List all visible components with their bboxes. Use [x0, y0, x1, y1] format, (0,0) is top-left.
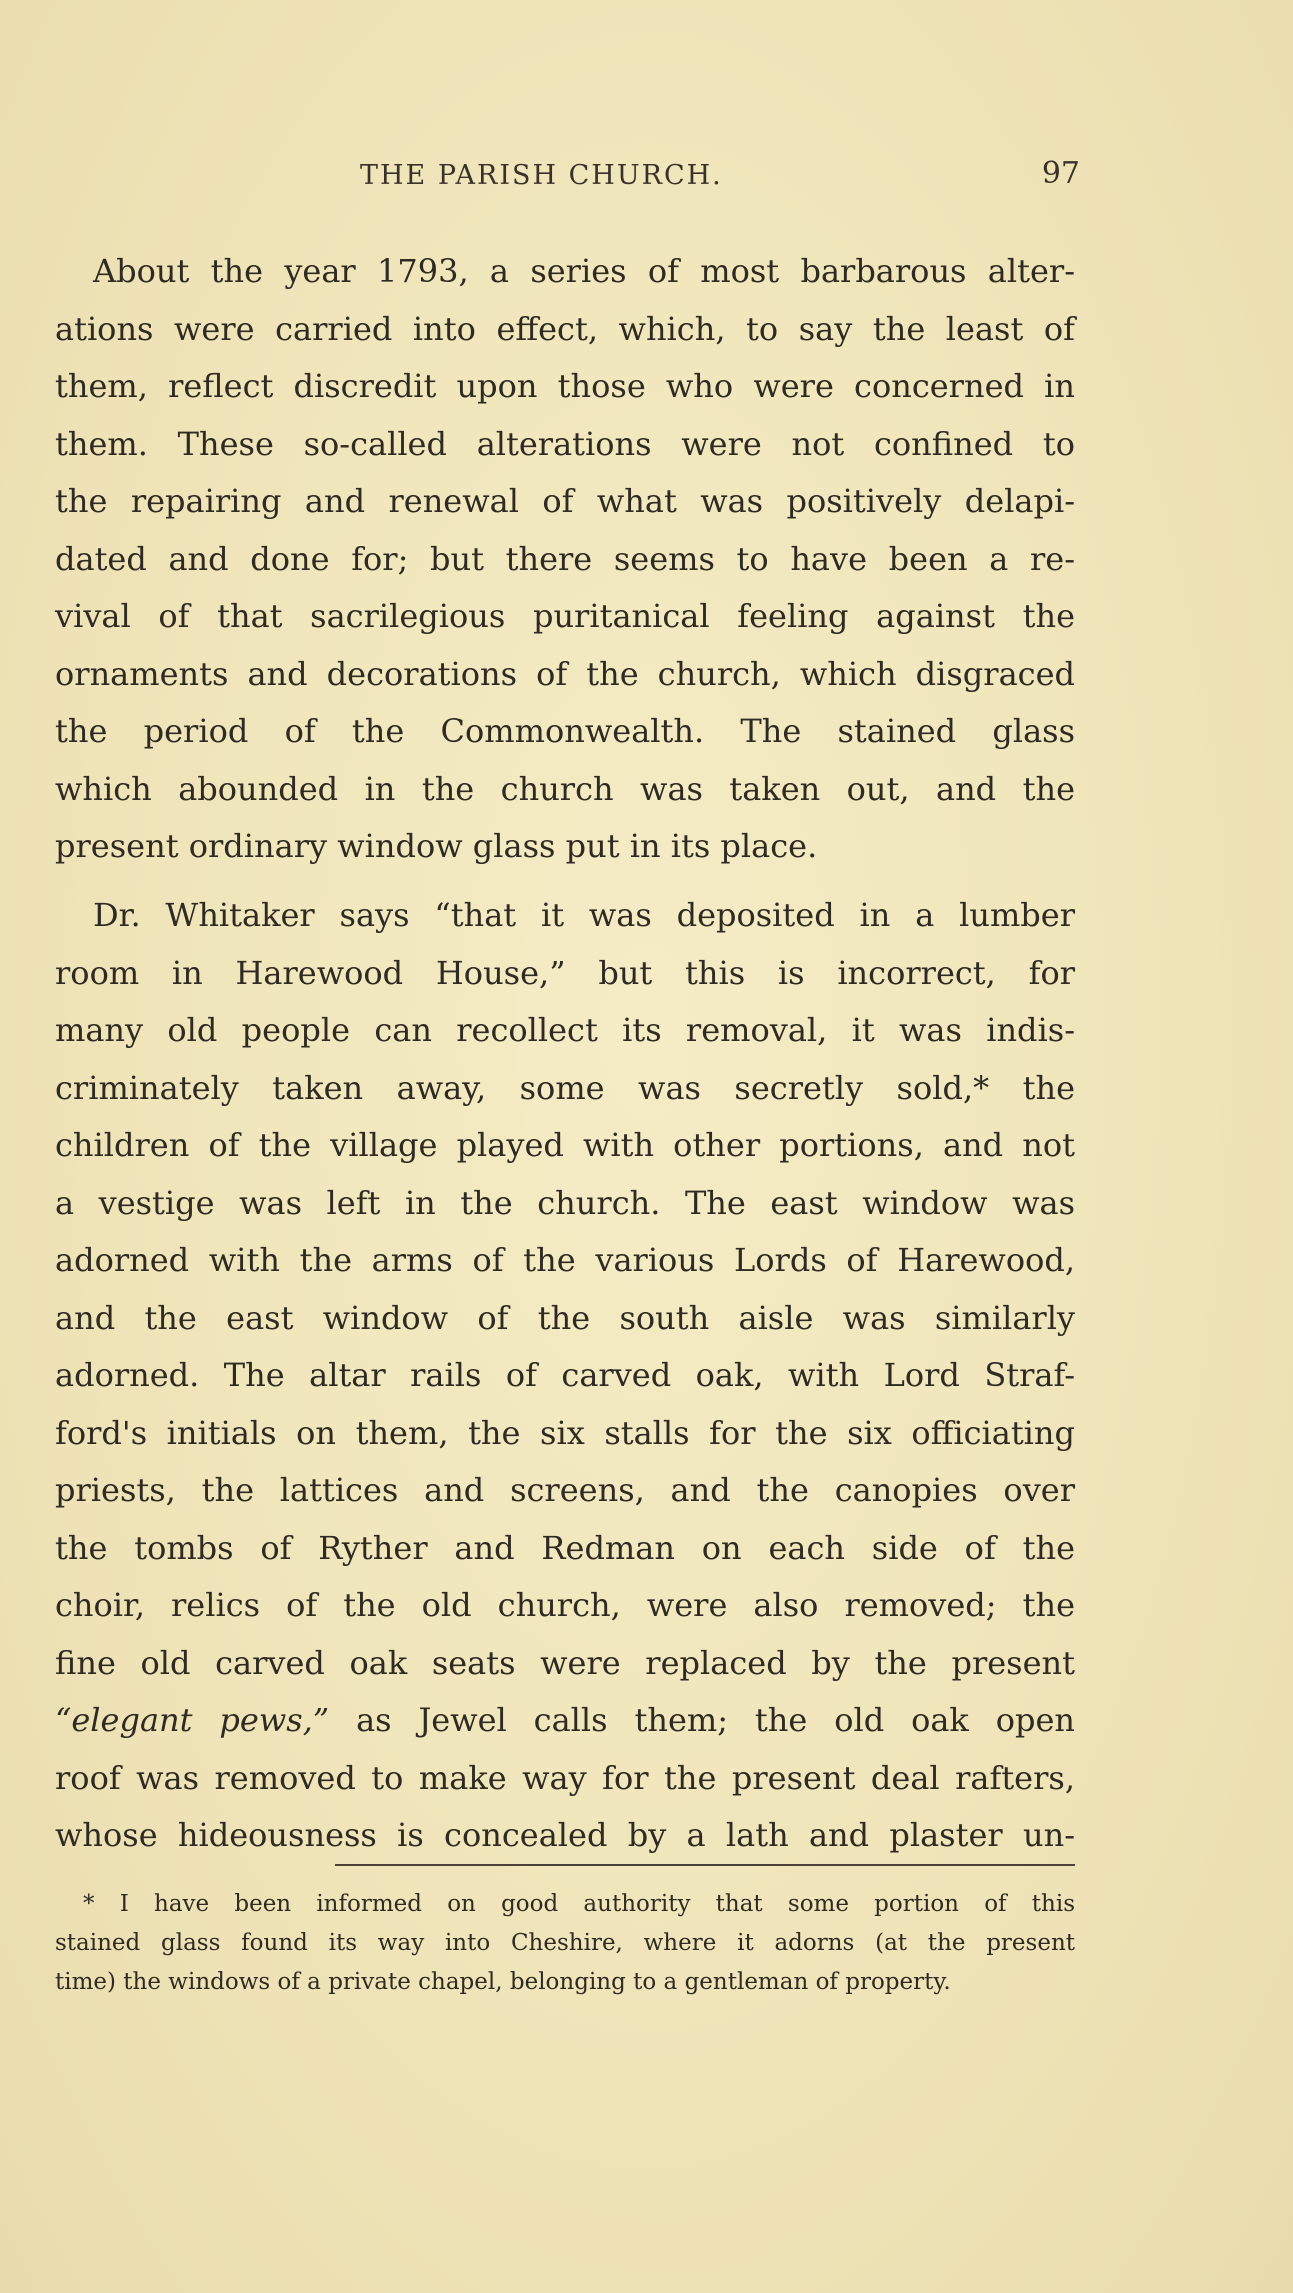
text-line: ations were carried into effect, which, to say the least of	[55, 309, 1075, 348]
text-line-rest: as Jewel calls them; the old oak open	[329, 1701, 1076, 1739]
text-line: them, reflect discredit upon those who were concerned in	[55, 367, 1075, 405]
text-line: roof was removed to make way for the present deal rafters,	[55, 1758, 1075, 1797]
page-number: 97	[1041, 156, 1080, 191]
text-line: priests, the lattices and screens, and the canopies over	[55, 1471, 1075, 1509]
text-line: criminately taken away, some was secretly sold,* the	[55, 1068, 1075, 1107]
text-line-italic	[55, 1692, 1075, 1750]
footnote-line: time) the windows of a private chapel, belonging to a gentleman of property.	[55, 1969, 951, 1995]
text-line: children of the village played with other portions, and not	[55, 1126, 1075, 1164]
text-line: the repairing and renewal of what was positively delapi-	[55, 482, 1075, 520]
text-line: many old people can recollect its removal, it was indis-	[55, 1011, 1075, 1049]
text-line: whose hideousness is concealed by a lath and plaster un-	[55, 1816, 1075, 1854]
text-line: present ordinary window glass put in its place.	[55, 827, 818, 865]
text-line: dated and done for; but there seems to have been a re-	[55, 539, 1075, 578]
italic-quote: “elegant pews,”	[55, 1701, 330, 1739]
text-line: the period of the Commonwealth. The stained glass	[55, 712, 1075, 750]
text-line: the tombs of Ryther and Redman on each side of the	[55, 1528, 1075, 1567]
text-line: ford's initials on them, the six stalls for the six officiating	[55, 1413, 1075, 1452]
text-line: them. These so-called alterations were not confined to	[55, 424, 1075, 463]
text-line: and the east window of the south aisle was similarly	[55, 1298, 1075, 1337]
page-header	[360, 156, 1080, 200]
text-line: adorned. The altar rails of carved oak, with Lord Straf-	[55, 1356, 1075, 1394]
text-line: room in Harewood House,” but this is incorrect, for	[55, 953, 1075, 992]
text-line: adorned with the arms of the various Lords of Harewood,	[55, 1241, 1075, 1279]
text-line: Dr. Whitaker says “that it was deposited in a lumber	[93, 896, 1075, 934]
text-line: which abounded in the church was taken out, and the	[55, 769, 1075, 808]
footnote	[55, 1885, 1075, 2002]
text-line: fine old carved oak seats were replaced by the present	[55, 1643, 1075, 1682]
text-line: ornaments and decorations of the church, which disgraced	[55, 654, 1075, 693]
footnote-divider	[335, 1864, 1075, 1866]
text-line: choir, relics of the old church, were also removed; the	[55, 1586, 1075, 1624]
paragraph-1	[55, 243, 1075, 876]
text-line: About the year 1793, a series of most barbarous alter-	[93, 252, 1075, 290]
text-line: vival of that sacrilegious puritanical feeling against the	[55, 597, 1075, 635]
text-line: a vestige was left in the church. The east window was	[55, 1183, 1075, 1222]
footnote-line: stained glass found its way into Cheshire, where it adorns (at the present	[55, 1930, 1075, 1956]
paragraph-2	[55, 887, 1075, 1865]
running-head: THE PARISH CHURCH.	[360, 160, 723, 191]
footnote-line: * I have been informed on good authority that some portion of this	[83, 1891, 1075, 1917]
